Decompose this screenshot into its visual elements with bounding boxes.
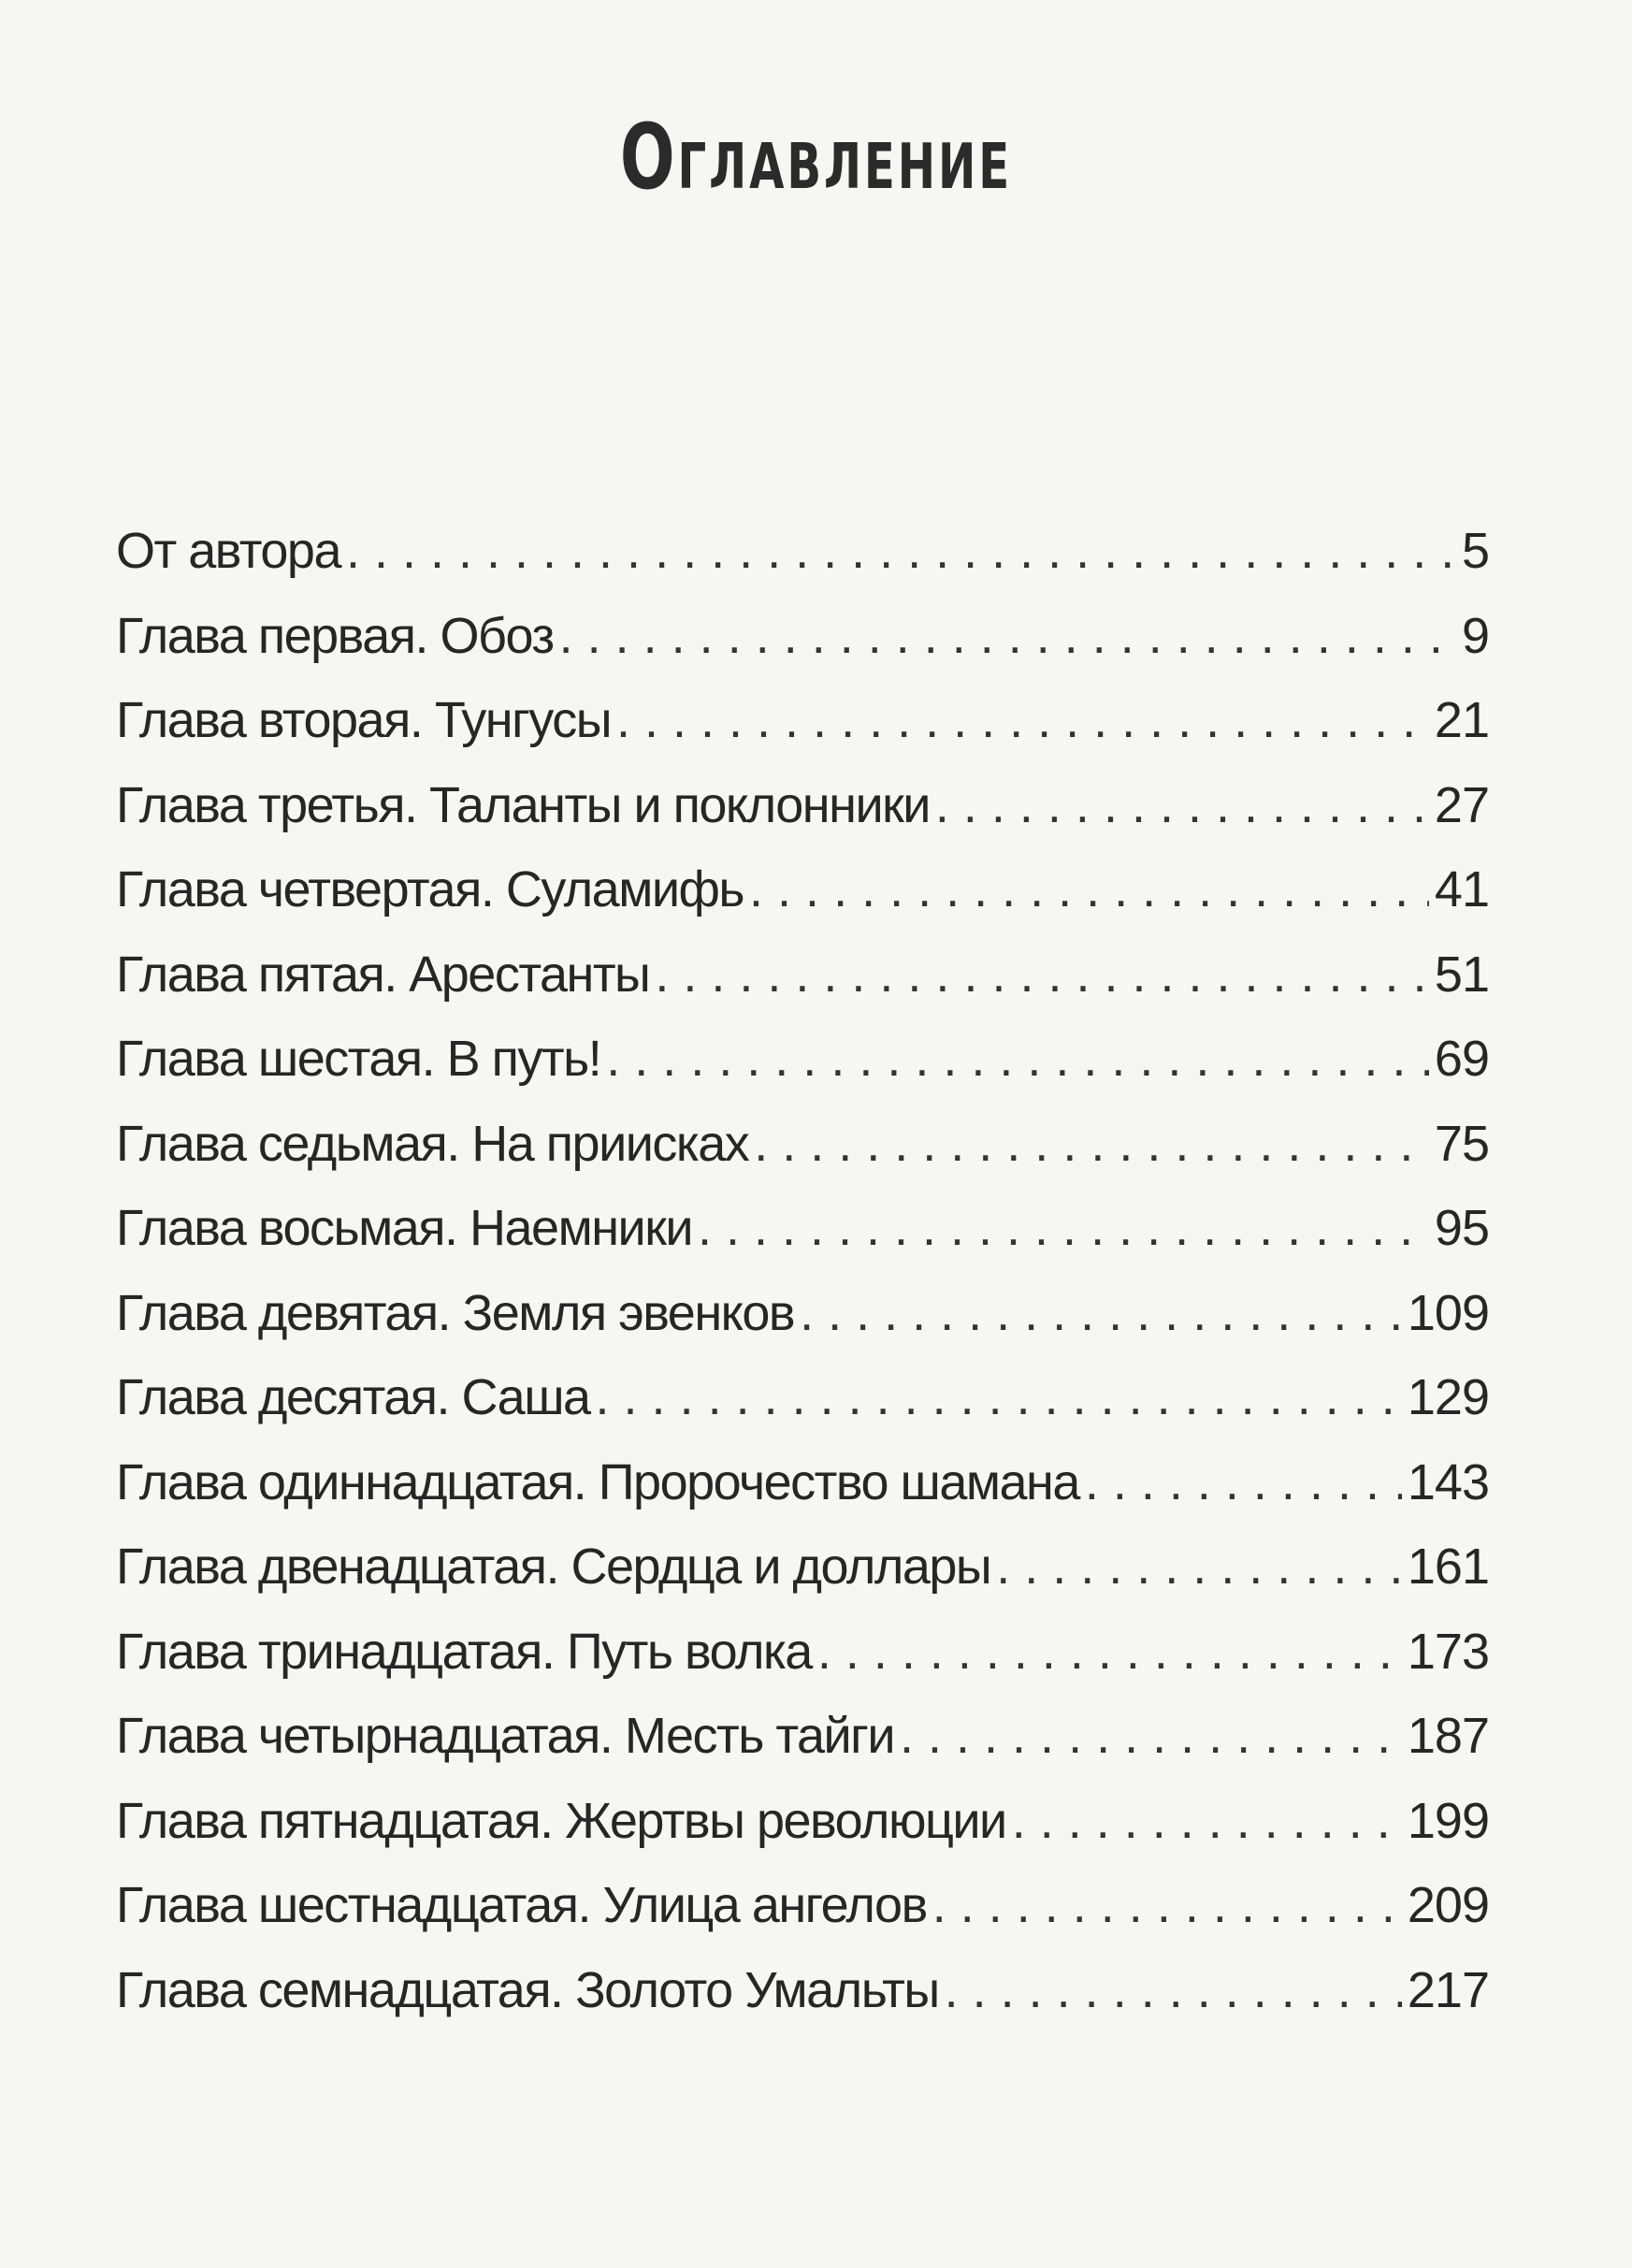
toc-entry-title: Глава седьмая. На приисках	[116, 1115, 749, 1172]
dot-leader	[606, 1030, 1429, 1088]
dot-leader	[996, 1538, 1402, 1596]
dot-leader	[1012, 1792, 1402, 1850]
toc-entry-page: 9	[1461, 607, 1489, 664]
dot-leader	[698, 1199, 1429, 1257]
toc-entry[interactable]	[116, 1453, 1489, 1538]
toc-entry-page: 143	[1407, 1453, 1489, 1510]
toc-entry-title: Глава одиннадцатая. Пророчество шамана	[116, 1453, 1079, 1510]
toc-entry-title: Глава первая. Обоз	[116, 607, 554, 664]
toc-entry-title: Глава третья. Таланты и поклонники	[116, 776, 930, 833]
toc-entry-page: 173	[1407, 1623, 1489, 1680]
dot-leader	[817, 1623, 1402, 1681]
toc-entry-title: Глава четвертая. Суламифь	[116, 861, 744, 917]
dot-leader	[900, 1707, 1402, 1765]
toc-entry-page: 21	[1434, 692, 1489, 748]
toc-entry-page: 5	[1461, 523, 1489, 579]
toc-entry[interactable]	[116, 1115, 1489, 1200]
toc-entry-page: 217	[1407, 1961, 1489, 2018]
toc-entry-title: Глава двенадцатая. Сердца и доллары	[116, 1538, 991, 1595]
toc-entry-page: 51	[1434, 946, 1489, 1003]
toc-entry[interactable]	[116, 691, 1489, 776]
toc-entry[interactable]	[116, 946, 1489, 1031]
toc-entry[interactable]	[116, 1030, 1489, 1115]
dot-leader	[616, 691, 1429, 749]
dot-leader	[932, 1876, 1402, 1934]
dot-leader	[559, 607, 1456, 665]
toc-entry[interactable]	[116, 1368, 1489, 1453]
toc-entry[interactable]	[116, 1538, 1489, 1623]
dot-leader	[754, 1115, 1429, 1173]
toc-entry-title: Глава тринадцатая. Путь волка	[116, 1623, 812, 1680]
dot-leader	[749, 860, 1429, 918]
dot-leader	[655, 946, 1429, 1004]
toc-entry[interactable]	[116, 1792, 1489, 1877]
toc-entry-title: Глава десятая. Саша	[116, 1369, 590, 1425]
dot-leader	[800, 1284, 1402, 1342]
toc-entry[interactable]	[116, 1961, 1489, 2046]
toc-entry[interactable]	[116, 1623, 1489, 1708]
dot-leader	[935, 776, 1429, 834]
toc-entry[interactable]	[116, 1199, 1489, 1284]
toc-entry-title: Глава семнадцатая. Золото Умальты	[116, 1961, 939, 2018]
toc-entry-title: Глава четырнадцатая. Месть тайги	[116, 1708, 895, 1764]
toc-entry-page: 75	[1434, 1115, 1489, 1172]
toc-entry[interactable]	[116, 1707, 1489, 1792]
dot-leader	[1085, 1453, 1402, 1511]
toc-entry[interactable]	[116, 1284, 1489, 1369]
toc-entry-page: 109	[1407, 1284, 1489, 1341]
toc-entry-title: Глава шестнадцатая. Улица ангелов	[116, 1877, 927, 1933]
toc-entry-page: 199	[1407, 1792, 1489, 1849]
page-title: Оглавление	[619, 105, 1013, 209]
toc-entry-title: От автора	[116, 523, 340, 579]
toc-entry[interactable]	[116, 522, 1489, 607]
dot-leader	[346, 522, 1456, 580]
toc-entry-page: 209	[1407, 1877, 1489, 1933]
toc-entry-page: 161	[1407, 1538, 1489, 1595]
toc-entry-title: Глава вторая. Тунгусы	[116, 692, 612, 748]
toc-entry-title: Глава девятая. Земля эвенков	[116, 1284, 795, 1341]
toc-entry[interactable]	[116, 1876, 1489, 1961]
toc-entry-page: 27	[1434, 776, 1489, 833]
toc-entry-page: 187	[1407, 1708, 1489, 1764]
toc-entry-title: Глава пятнадцатая. Жертвы революции	[116, 1792, 1006, 1849]
toc-entry-title: Глава восьмая. Наемники	[116, 1200, 692, 1256]
table-of-contents	[116, 522, 1489, 2045]
dot-leader	[945, 1961, 1402, 2019]
toc-entry-page: 95	[1434, 1200, 1489, 1256]
toc-entry-title: Глава шестая. В путь!	[116, 1031, 601, 1087]
toc-entry-page: 129	[1407, 1369, 1489, 1425]
dot-leader	[596, 1368, 1402, 1426]
toc-entry[interactable]	[116, 776, 1489, 861]
toc-entry-page: 41	[1434, 861, 1489, 917]
toc-entry-page: 69	[1434, 1031, 1489, 1087]
toc-entry[interactable]	[116, 607, 1489, 692]
toc-entry[interactable]	[116, 860, 1489, 946]
toc-entry-title: Глава пятая. Арестанты	[116, 946, 650, 1003]
